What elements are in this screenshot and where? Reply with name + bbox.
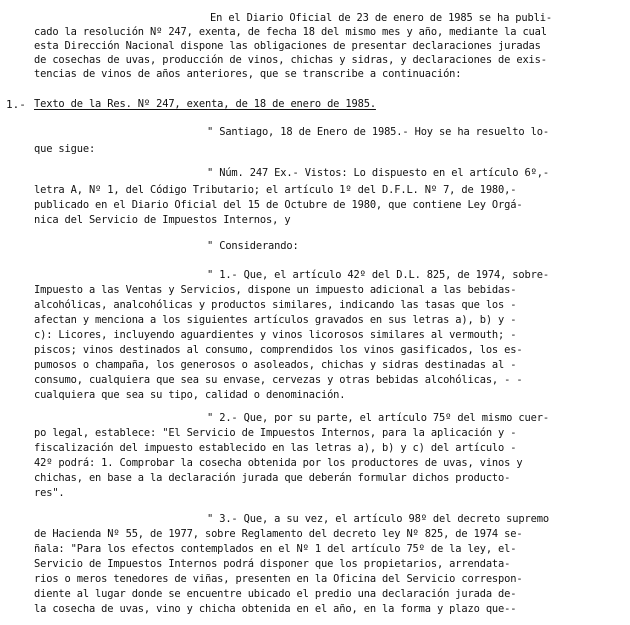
santiago-line-1: " Santiago, 18 de Enero de 1985.- Hoy se ha resuelto lo-: [207, 126, 549, 138]
intro-line-5: tencias de vinos de años anteriores, que se transcribe a continuación:: [34, 68, 462, 80]
para1-line-5: c): Licores, incluyendo aguardientes y vinos licorosos similares al vermouth; -: [34, 329, 517, 341]
section-number: 1.-: [6, 98, 26, 111]
para1-line-3: alcohólicas, analcohólicas y productos similares, indicando las tasas que los -: [34, 299, 517, 311]
para3-line-5: rios o meros tenedores de viñas, presenten en la Oficina del Servicio correspon-: [34, 573, 523, 585]
para3-line-6: diente al lugar donde se encuentre ubicado el predio una declaración jurada de-: [34, 588, 517, 600]
vistos-line-1: " Núm. 247 Ex.- Vistos: Lo dispuesto en el artículo 6º,-: [207, 167, 549, 179]
section-heading: Texto de la Res. Nº 247, exenta, de 18 de enero de 1985.: [34, 98, 376, 110]
para1-line-2: Impuesto a las Ventas y Servicios, dispone un impuesto adicional a las bebidas-: [34, 284, 517, 296]
para1-line-6: piscos; vinos destinados al consumo, comprendidos los vinos gasificados, los es-: [34, 344, 523, 356]
para1-line-1: " 1.- Que, el artículo 42º del D.L. 825, de 1974, sobre-: [207, 269, 549, 281]
para2-line-6: res".: [34, 487, 65, 499]
para3-line-3: ñala: "Para los efectos contemplados en el Nº 1 del artículo 75º de la ley, el-: [34, 543, 517, 555]
intro-line-3: esta Dirección Nacional dispone las obligaciones de presentar declaraciones juradas: [34, 40, 541, 52]
para3-line-7: la cosecha de uvas, vino y chicha obtenida en el año, en la forma y plazo que--: [34, 603, 517, 615]
intro-line-4: de cosechas de uvas, producción de vinos, chichas y sidras, y declaraciones de exis-: [34, 54, 547, 66]
intro-line-2: cado la resolución Nº 247, exenta, de fecha 18 del mismo mes y año, mediante la cual: [34, 26, 547, 38]
para2-line-3: fiscalización del impuesto establecido en las letras a), b) y c) del artículo -: [34, 442, 517, 454]
para2-line-2: po legal, establece: "El Servicio de Impuestos Internos, para la aplicación y -: [34, 427, 517, 439]
para2-line-4: 42º podrá: 1. Comprobar la cosecha obtenida por los productores de uvas, vinos y: [34, 457, 523, 469]
vistos-line-3: publicado en el Diario Oficial del 15 de Octubre de 1980, que contiene Ley Orgá-: [34, 199, 523, 211]
intro-line-1: En el Diario Oficial de 23 de enero de 1985 se ha publi-: [210, 12, 552, 24]
para2-line-5: chichas, en base a la declaración jurada que deberán formular dichos producto-: [34, 472, 511, 484]
para3-line-4: Servicio de Impuestos Internos podrá disponer que los propietarios, arrendata-: [34, 558, 511, 570]
para1-line-4: afectan y menciona a los siguientes artículos gravados en sus letras a), b) y -: [34, 314, 517, 326]
para1-line-9: cualquiera que sea su tipo, calidad o denominación.: [34, 389, 346, 401]
considerando-heading: " Considerando:: [207, 240, 299, 252]
vistos-line-2: letra A, Nº 1, del Código Tributario; el artículo 1º del D.F.L. Nº 7, de 1980,-: [34, 184, 517, 196]
para2-line-1: " 2.- Que, por su parte, el artículo 75º del mismo cuer-: [207, 412, 549, 424]
vistos-line-4: nica del Servicio de Impuestos Internos, y: [34, 214, 291, 226]
santiago-line-2: que sigue:: [34, 143, 96, 155]
para1-line-7: pumosos o champaña, los generosos o asoleados, chichas y sidras destinadas al -: [34, 359, 517, 371]
para1-line-8: consumo, cualquiera que sea su envase, cervezas y otras bebidas alcohólicas, - -: [34, 374, 523, 386]
para3-line-2: de Hacienda Nº 55, de 1977, sobre Reglamento del decreto ley Nº 825, de 1974 se-: [34, 528, 523, 540]
para3-line-1: " 3.- Que, a su vez, el artículo 98º del decreto supremo: [207, 513, 549, 525]
